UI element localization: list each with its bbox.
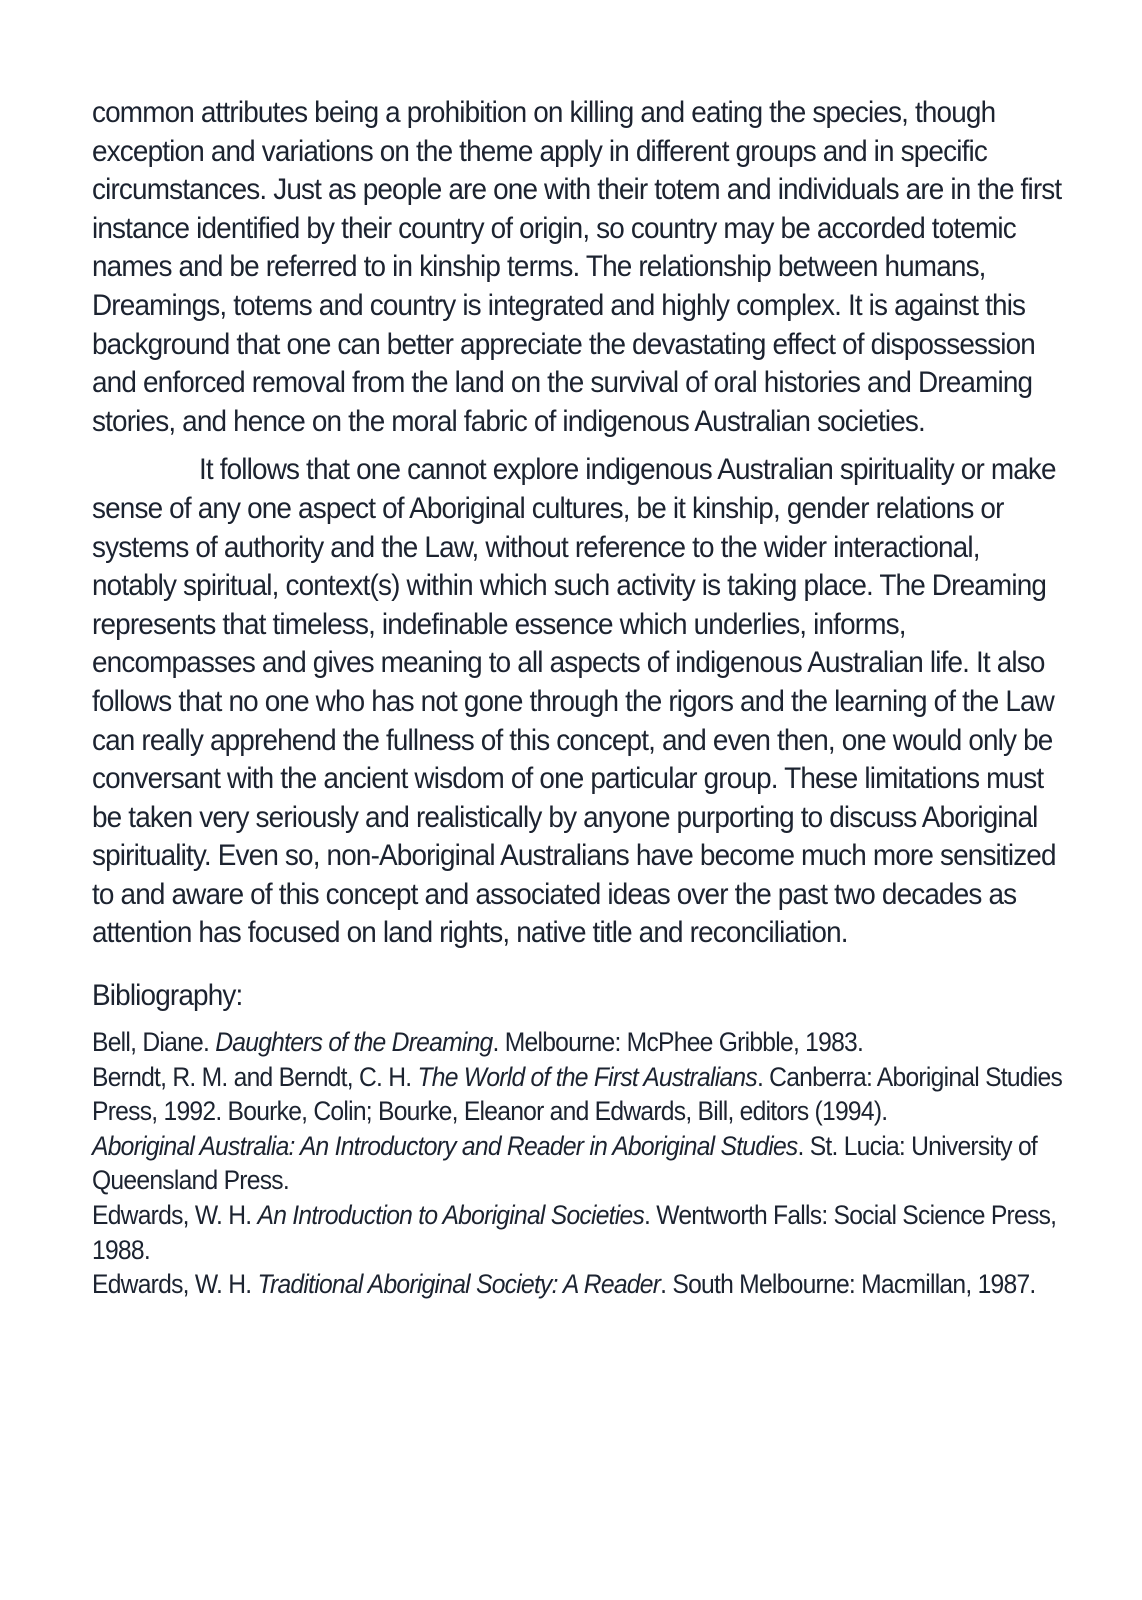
entry-publication: . South Melbourne: Macmillan, 1987. [660,1269,1036,1300]
bibliography-entry [92,1129,1069,1198]
bibliography-list [92,1025,1069,1302]
bibliography-heading: Bibliography: [92,979,243,1013]
entry-title: Traditional Aboriginal Society: A Reader [257,1269,661,1300]
entry-publication: . Melbourne: McPhee Gribble, 1983. [492,1027,864,1058]
bibliography-entry [92,1198,1069,1267]
entry-publication: . St. Lucia: University of Queensland Press. [92,1130,1038,1196]
entry-title: Aboriginal Australia: An Introductory and Reader in Aboriginal Studies [92,1130,798,1161]
document-page [92,94,1062,1302]
body-paragraph-1: common attributes being a prohibition on killing and eating the species, though exception and variations on the theme apply in different groups and in specific circumstances. Just as people are one with their totem and individuals are in the first instance identified by their country of origin, so country may be accorded totemic names and be referred to in kinship terms. The relationship between humans, Dreamings, totems and country is integrated and highly complex. It is against this background that one can better appreciate the devastating effect of dispossession and enforced removal from the land on the survival of oral histories and Dreaming stories, and hence on the moral fabric of indigenous Australian societies. [92,96,1062,438]
bibliography-entry [92,1267,1069,1302]
body-paragraph-2: It follows that one cannot explore indigenous Australian spirituality or make sense of any one aspect of Aboriginal cultures, be it kinship, gender relations or systems of authority and the Law, without reference to the wider interactional, notably spiritual, context(s) within which such activity is taking place. The Dreaming represents that timeless, indefinable essence which underlies, informs, encompasses and gives meaning to all aspects of indigenous Australian life. It also follows that no one who has not gone through the rigors and the learning of the Law can really apprehend the fullness of this concept, and even then, one would only be conversant with the ancient wisdom of one particular group. These limitations must be taken very seriously and realistically by anyone purporting to discuss Aboriginal spirituality. Even so, non-Aboriginal Australians have become much more sensitized to and aware of this concept and associated ideas over the past two decades as attention has focused on land rights, native title and reconciliation. [92,453,1056,950]
entry-title: The World of the First Australians [417,1061,757,1092]
entry-author: Edwards, W. H. [92,1269,258,1300]
entry-publication: . Canberra: Aboriginal Studies Press, 1992. Bourke, Colin; Bourke, Eleanor and Edwards, Bill, editors (1994). [92,1061,1063,1127]
entry-publication: . Wentworth Falls: Social Science Press, 1988. [92,1200,1057,1265]
entry-author: Edwards, W. H. [92,1200,258,1231]
entry-title: An Introduction to Aboriginal Societies [257,1200,645,1231]
entry-author: Bell, Diane. [92,1027,216,1058]
entry-title: Daughters of the Dreaming [215,1027,493,1058]
entry-author: Berndt, R. M. and Berndt, C. H. [92,1061,418,1092]
bibliography-entry [92,1025,1069,1060]
bibliography-entry [92,1060,1069,1129]
